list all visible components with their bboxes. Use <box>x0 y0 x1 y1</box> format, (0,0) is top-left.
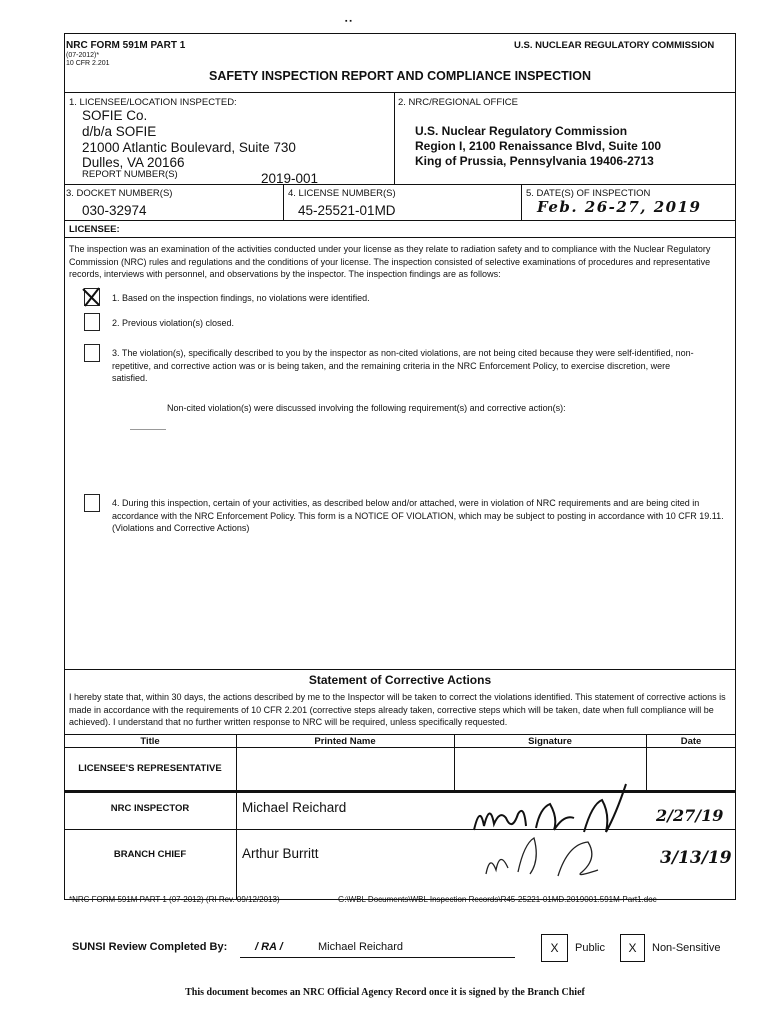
row-inspector-name: Michael Reichard <box>242 800 347 815</box>
blank-line <box>130 429 166 430</box>
regional-office-label: 2. NRC/REGIONAL OFFICE <box>398 97 518 108</box>
page-title: SAFETY INSPECTION REPORT AND COMPLIANCE INSPECTION <box>209 69 591 83</box>
checkmark-icon <box>81 286 103 308</box>
row-branch-chief-date: 3/13/19 <box>660 848 732 868</box>
branch-chief-signature <box>478 824 638 884</box>
regional-office-line-1: U.S. Nuclear Regulatory Commission <box>415 124 628 138</box>
form-name: NRC FORM 591M PART 1 <box>66 40 186 51</box>
divider <box>64 734 736 735</box>
item-1-checkbox[interactable] <box>84 288 100 306</box>
divider <box>64 747 736 748</box>
divider <box>64 184 736 185</box>
licensee-name: SOFIE Co. <box>82 108 148 123</box>
docket-label: 3. DOCKET NUMBER(S) <box>66 188 173 199</box>
regional-office-line-2: Region I, 2100 Renaissance Blvd, Suite 100 <box>415 139 662 153</box>
licensee-section-label: LICENSEE: <box>69 224 120 235</box>
row-branch-chief-name: Arthur Burritt <box>242 846 319 861</box>
col-name-header: Printed Name <box>314 736 376 747</box>
form-date: (07-2012)* <box>66 52 100 59</box>
licensee-dba: d/b/a SOFIE <box>82 124 157 139</box>
divider <box>64 669 736 670</box>
footer-form-line: *NRC FORM 591M PART 1 (07-2012) (RI Rev. 09/12/2013) <box>69 895 280 904</box>
docket-number: 030-32974 <box>82 203 147 218</box>
col-title-header: Title <box>140 736 160 747</box>
sunsi-label: SUNSI Review Completed By: <box>72 941 228 953</box>
divider <box>236 734 237 900</box>
row-inspector-date: 2/27/19 <box>656 806 724 825</box>
divider <box>646 734 647 791</box>
agency-name: U.S. NUCLEAR REGULATORY COMMISSION <box>514 40 715 51</box>
inspection-intro: The inspection was an examination of the activities conducted under your license as they relate to radiation safety and to compliance with the Nuclear Regulatory Commission (NRC) rules and regulations and the conditions of your license. The inspection consisted of selective examinations of procedures and representative records, interviews with personnel, and observations by the inspector. The inspection findings are as follows: <box>69 244 711 279</box>
divider <box>64 237 736 238</box>
signature-line <box>240 957 515 958</box>
item-3-checkbox[interactable] <box>84 344 100 362</box>
licensee-address-1: 21000 Atlantic Boulevard, Suite 730 <box>82 140 296 155</box>
scan-mark: ▪ ▪ <box>345 18 352 25</box>
divider <box>521 184 522 220</box>
inspection-dates-label: 5. DATE(S) OF INSPECTION <box>526 188 651 199</box>
sunsi-reviewer: Michael Reichard <box>318 941 403 953</box>
col-signature-header: Signature <box>528 736 572 747</box>
report-number: 2019-001 <box>261 171 319 186</box>
corrective-text: I hereby state that, within 30 days, the actions described by me to the Inspector will be taken to correct the violations identified. This statement of corrective actions is made in accordance with the requirements of 10 CFR 2.201 (corrective steps already taken, corrective steps which will be taken, date when full compliance will be achieved). I understand that no further written response to NRC will be required, unless specifically requested. <box>69 692 726 727</box>
row-inspector-title: NRC INSPECTOR <box>110 803 190 814</box>
footer-file-path: G:\WBL Documents\WBL Inspection Records\R45-25221-01MD.2019001.591M-Part1.doc <box>338 895 657 904</box>
divider <box>394 92 395 184</box>
item-2-checkbox[interactable] <box>84 313 100 331</box>
divider <box>64 220 736 221</box>
sunsi-ra: / RA / <box>255 941 283 953</box>
non-sensitive-label: Non-Sensitive <box>652 942 721 954</box>
item-1-text: 1. Based on the inspection findings, no violations were identified. <box>112 293 370 303</box>
divider <box>454 734 455 791</box>
item-3-text: 3. The violation(s), specifically described to you by the inspector as non-cited violations, are not being cited because they were self-identified, non-repetitive, and corrective action was or is being taken, and the remaining criteria in the NRC Enforcement Policy, to exercise discretion, were satisfied. <box>112 348 694 383</box>
noncited-text: Non-cited violation(s) were discussed involving the following requirement(s) and corrective action(s): <box>167 403 566 413</box>
row-licensee-rep-title: LICENSEE'S REPRESENTATIVE <box>78 763 222 774</box>
regional-office-line-3: King of Prussia, Pennsylvania 19406-2713 <box>415 154 654 168</box>
item-4-checkbox[interactable] <box>84 494 100 512</box>
public-label: Public <box>575 942 605 954</box>
official-record-notice: This document becomes an NRC Official Agency Record once it is signed by the Branch Chief <box>185 987 585 998</box>
item-2-text: 2. Previous violation(s) closed. <box>112 318 235 328</box>
licensee-address-2: Dulles, VA 20166 <box>82 155 185 170</box>
licensee-location-label: 1. LICENSEE/LOCATION INSPECTED: <box>69 97 237 108</box>
report-number-label: REPORT NUMBER(S) <box>82 169 178 180</box>
col-date-header: Date <box>680 736 702 747</box>
license-number: 45-25521-01MD <box>298 203 396 218</box>
non-sensitive-checkbox[interactable]: X <box>620 934 645 962</box>
divider <box>64 92 736 93</box>
item-4-text: 4. During this inspection, certain of your activities, as described below and/or attached, were in violation of NRC requirements and are being cited in accordance with the NRC Enforcement Policy. This form is a NOTICE OF VIOLATION, which may be subject to posting in accordance with 10 CFR 19.11. (Violations and Corrective Actions) <box>112 498 724 533</box>
form-cfr: 10 CFR 2.201 <box>66 60 110 67</box>
divider <box>283 184 284 220</box>
license-label: 4. LICENSE NUMBER(S) <box>288 188 396 199</box>
public-checkbox[interactable]: X <box>541 934 568 962</box>
row-branch-chief-title: BRANCH CHIEF <box>113 849 187 860</box>
inspection-dates: Feb. 26-27, 2019 <box>537 198 702 216</box>
corrective-title: Statement of Corrective Actions <box>308 673 492 687</box>
